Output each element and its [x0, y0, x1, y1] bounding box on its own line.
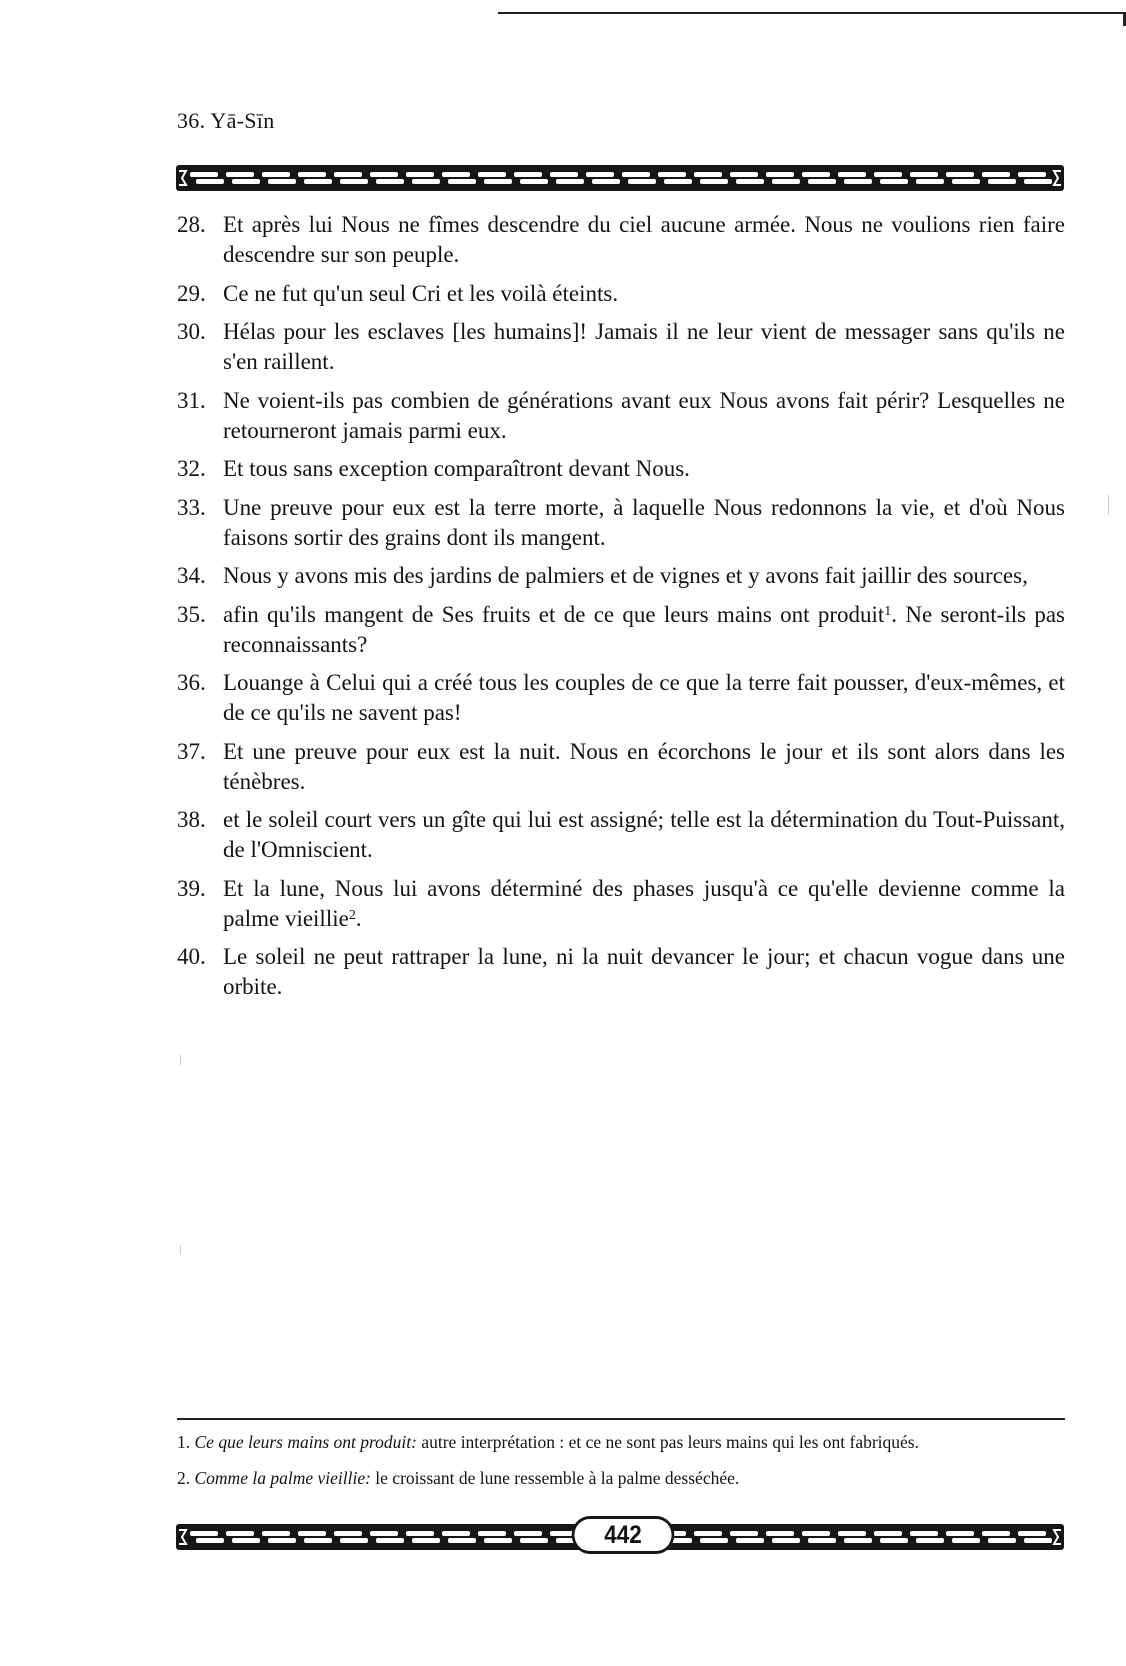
verse-number: 38. [177, 807, 206, 832]
footnote-term: Comme la palme vieillie: [194, 1468, 371, 1488]
footnote-text: autre interprétation : et ce ne sont pas leurs mains qui les ont fabriqués. [416, 1432, 919, 1452]
margin-mark [180, 1245, 181, 1255]
verse-number: 32. [177, 456, 206, 481]
verse-continuation: . Ne seront-ils pas reconnaissants? [223, 601, 1066, 657]
footnote-number: 1. [177, 1432, 191, 1452]
verse-number: 33. [177, 494, 206, 520]
footnote-marker: 2 [348, 907, 356, 923]
verse-number: 29. [177, 280, 206, 306]
verse [177, 737, 1065, 797]
verse [177, 561, 1065, 591]
verse-text [223, 210, 1065, 270]
margin-mark [1108, 495, 1109, 515]
verse-body: Et tous sans exception comparaîtront devant Nous. [223, 456, 690, 481]
verse [177, 805, 1065, 865]
footnote-number: 2. [177, 1468, 191, 1488]
verse [177, 600, 1065, 660]
verse-text [223, 668, 1065, 728]
verse-continuation: . [355, 905, 362, 931]
verse-number: 30. [177, 319, 206, 344]
verse-number: 40. [177, 944, 206, 969]
margin-mark [180, 1055, 181, 1065]
verse-text [223, 942, 1065, 1002]
verse-body: Louange à Celui qui a créé tous les couples de ce que la terre fait pousser, d'eux-mêmes, et de ce qu'ils ne savent pas! [223, 670, 1065, 725]
verse-number: 39. [177, 875, 206, 901]
footnote-marker: 1 [884, 603, 892, 619]
footnote-rule [177, 1418, 1065, 1420]
verse-text [223, 386, 1065, 446]
verse [177, 493, 1065, 553]
footnote-term: Ce que leurs mains ont produit: [194, 1432, 417, 1452]
verse-number: 34. [177, 563, 206, 588]
verse-text [223, 805, 1065, 865]
verse-text [223, 317, 1065, 377]
top-rule [498, 12, 1126, 14]
verse [177, 386, 1065, 446]
verse-number: 28. [177, 212, 206, 237]
verse [177, 279, 1065, 309]
verse-body: Et une preuve pour eux est la nuit. Nous en écorchons le jour et ils sont alors dans les ténèbres. [223, 738, 1065, 794]
verse-list [177, 210, 1065, 1011]
verse-number: 31. [177, 387, 206, 413]
verse-text [223, 493, 1065, 553]
running-head: 36. Yā-Sīn [177, 108, 275, 133]
verse [177, 668, 1065, 728]
verse-body: Hélas pour les esclaves [les humains]! Jamais il ne leur vient de messager sans qu'ils ne s'en raillent. [223, 319, 1065, 374]
verse-text [223, 874, 1065, 934]
verse-text [223, 561, 1065, 591]
verse-text [223, 454, 1065, 484]
ornamental-band-top [176, 165, 1064, 191]
footnote [177, 1431, 1087, 1453]
footnote-text: le croissant de lune ressemble à la palme desséchée. [370, 1468, 740, 1488]
verse-body: Ne voient-ils pas combien de générations avant eux Nous avons fait périr? Lesquelles ne retourneront jamais parmi eux. [223, 387, 1065, 443]
verse-body: Et la lune, Nous lui avons déterminé des phases jusqu'à ce qu'elle devienne comme la palme vieillie [223, 875, 1065, 931]
verse-body: afin qu'ils mangent de Ses fruits et de ce que leurs mains ont produit [223, 601, 885, 627]
page-number: 442 [572, 1516, 675, 1554]
verse [177, 454, 1065, 484]
footnote [177, 1467, 1087, 1489]
verse-body: Nous y avons mis des jardins de palmiers et de vignes et y avons fait jaillir des sources, [223, 563, 1028, 588]
verse-body: et le soleil court vers un gîte qui lui est assigné; telle est la détermination du Tout-Puissant, de l'Omniscient. [223, 807, 1065, 862]
verse-body: Et après lui Nous ne fîmes descendre du ciel aucune armée. Nous ne voulions rien faire descendre sur son peuple. [223, 212, 1065, 267]
verse [177, 317, 1065, 377]
footnotes [177, 1431, 1087, 1503]
verse [177, 942, 1065, 1002]
verse [177, 874, 1065, 934]
verse-text [223, 600, 1065, 660]
verse-body: Le soleil ne peut rattraper la lune, ni la nuit devancer le jour; et chacun vogue dans une orbite. [223, 944, 1065, 999]
verse-text [223, 279, 1065, 309]
verse-text [223, 737, 1065, 797]
verse-body: Une preuve pour eux est la terre morte, à laquelle Nous redonnons la vie, et d'où Nous faisons sortir des grains dont ils mangent. [223, 494, 1065, 550]
verse-body: Ce ne fut qu'un seul Cri et les voilà éteints. [223, 280, 619, 306]
verse [177, 210, 1065, 270]
verse-number: 37. [177, 738, 206, 764]
verse-number: 35. [177, 601, 206, 627]
verse-number: 36. [177, 670, 206, 695]
